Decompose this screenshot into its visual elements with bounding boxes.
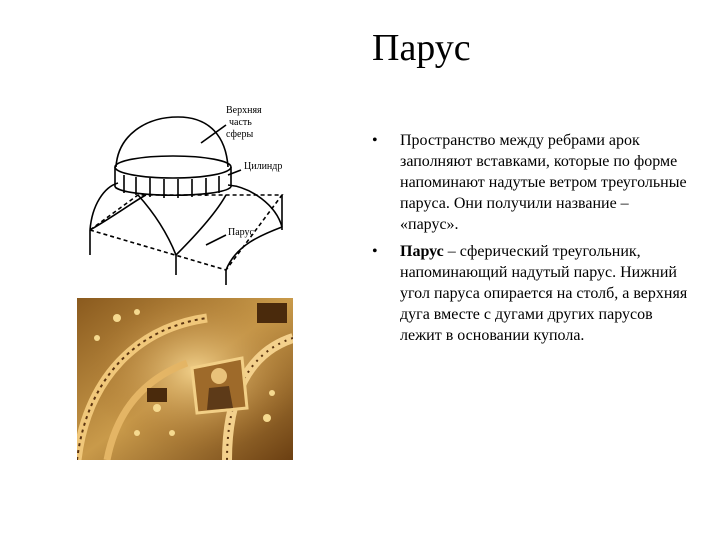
list-item: [370, 241, 690, 346]
list-item: [370, 130, 690, 235]
bullet-list: [370, 130, 690, 352]
bullet-mark: •: [372, 132, 378, 149]
bullet-term: Парус: [400, 243, 444, 260]
dome-diagram: [76, 95, 300, 285]
label-upper-sphere-2: часть: [229, 117, 252, 128]
label-upper-sphere-1: Верхняя: [226, 105, 262, 116]
label-sail: Парус: [228, 227, 254, 238]
cathedral-dome-photo: [77, 298, 293, 460]
label-cylinder: Цилиндр: [244, 161, 283, 172]
bullet-text: Пространство между ребрами арок заполняют вставками, которые по форме напоминают надутые ветром треугольные паруса. Они получили название – «парус».: [400, 132, 687, 233]
label-upper-sphere-3: сферы: [226, 129, 254, 140]
bullet-text: – сферический треугольник, напоминающий надутый парус. Нижний угол паруса опирается на столб, а верхняя дуга вместе с дугами других парусов лежит в основании купола.: [400, 243, 688, 344]
slide-title: Парус: [372, 27, 471, 69]
bullet-mark: •: [372, 243, 378, 260]
